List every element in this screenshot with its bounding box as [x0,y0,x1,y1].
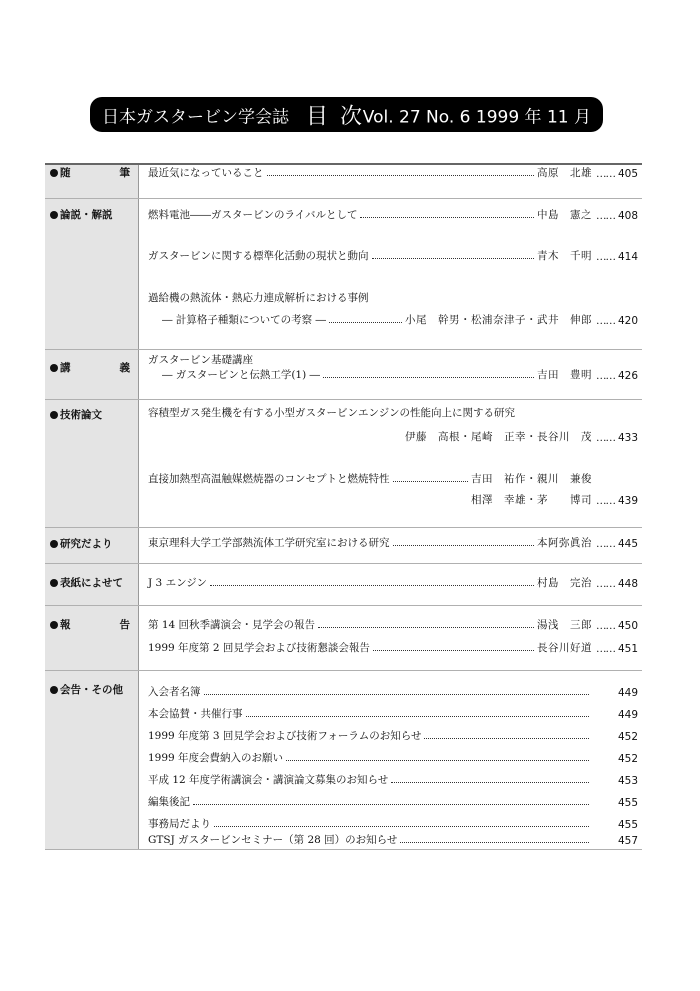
entry-page: …… 426 [592,370,638,382]
section-divider [45,605,642,606]
section-label-lab-news: 研究だより [50,536,130,551]
entry-page: 457 [617,835,638,847]
entry-author: 湯浅 三郎 [537,619,592,631]
entry-title: 直接加熱型高温触媒燃焼器のコンセプトと燃焼特性 [148,473,390,485]
entry-title: ガスタービンに関する標準化活動の現状と動向 [148,250,369,262]
entry-page: 452 [617,731,638,743]
toc-entry [148,491,638,507]
entry-title: 平成 12 年度学術講演会・講演論文募集のお知らせ [148,774,389,786]
entry-author: 相澤 幸雄・茅 博司 [471,494,592,506]
entry-page: …… 408 [592,210,638,222]
entry-author: 伊藤 高根・尾崎 正幸・長谷川 茂 [405,431,592,443]
toc-entry [148,574,638,590]
entry-title: 本会協賛・共催行事 [148,708,243,720]
bullet-dot-icon [50,540,58,548]
bullet-dot-icon [50,364,58,372]
toc-entry [148,705,638,721]
entry-title: 1999 年度第 2 回見学会および技術懇談会報告 [148,642,370,654]
entry-page: …… 439 [592,495,638,507]
entry-title: 東京理科大学工学部熱流体工学研究室における研究 [148,537,390,549]
bullet-dot-icon [50,211,58,219]
header-banner [90,97,603,132]
entry-subtitle: ― 計算格子種類についての考察 ― [162,314,326,326]
entry-title: 容積型ガス発生機を有する小型ガスタービンエンジンの性能向上に関する研究 [148,407,515,419]
entry-page: …… 451 [592,643,638,655]
entry-author: 中島 憲之 [537,209,592,221]
toc-entry [148,793,638,809]
section-label-cover: 表紙によせて [50,575,130,590]
entry-subtitle: ― ガスタービンと伝熱工学(1) ― [162,369,321,381]
toc-entry [148,831,638,847]
section-divider [45,399,642,400]
entry-title: 過給機の熱流体・熱応力連成解析における事例 [148,292,369,304]
entry-author: 小尾 幹男・松浦奈津子・武井 伸郎 [405,314,592,326]
entry-page: 452 [617,753,638,765]
entry-page: 455 [617,797,638,809]
entry-title: 第 14 回秋季講演会・見学会の報告 [148,619,316,631]
section-divider [45,198,642,199]
section-divider [45,349,642,350]
toc-entry [148,366,638,382]
bullet-dot-icon [50,621,58,629]
toc-entry [148,771,638,787]
entry-page: 449 [617,687,638,699]
entry-title: 入会者名簿 [148,686,201,698]
entry-page: 455 [617,819,638,831]
entry-author: 長谷川好道 [537,642,592,654]
entry-title: 事務局だより [148,818,211,830]
toc-entry [148,311,638,327]
bullet-dot-icon [50,411,58,419]
society-name: 日本ガスタービン学会誌 [102,107,289,127]
toc-entry [148,749,638,765]
toc-entry [148,616,638,632]
section-label-notices: 会告・その他 [50,682,130,697]
entry-title: 編集後記 [148,796,190,808]
toc-entry [148,247,638,263]
toc-entry [148,683,638,699]
section-sidebar [45,163,139,849]
section-divider [45,670,642,671]
entry-author: 村島 完治 [537,577,592,589]
entry-author: 吉田 祐作・親川 兼俊 [471,473,592,485]
entry-page: 453 [617,775,638,787]
entry-page: …… 448 [592,578,638,590]
entry-page: …… 450 [592,620,638,632]
section-divider [45,527,642,528]
section-label-lecture: 講 義 [50,360,130,375]
entry-page: …… 433 [592,432,638,444]
entry-title: 1999 年度会費納入のお願い [148,752,284,764]
bottom-rule [45,849,642,850]
toc-entry [148,206,638,222]
entry-title: J 3 エンジン [148,577,208,589]
toc-entry [148,470,638,486]
entry-title: ガスタービン基礎講座 [148,354,253,366]
entry-author: 吉田 豊明 [537,369,592,381]
section-label-essay: 随 筆 [50,165,130,180]
entry-title: 最近気になっていること [148,167,264,179]
entry-author: 青木 千明 [537,250,592,262]
entry-page: …… 445 [592,538,638,550]
entry-title: 燃料電池――ガスタービンのライバルとして [148,209,358,221]
entry-page: …… 405 [592,168,638,180]
section-label-technical-paper: 技術論文 [50,407,130,422]
toc-entry [148,534,638,550]
section-label-review: 論説・解説 [50,207,130,222]
bullet-dot-icon [50,169,58,177]
toc-entry [148,727,638,743]
entry-author: 本阿弥眞治 [537,537,592,549]
toc-entry [148,639,638,655]
section-divider [45,563,642,564]
entry-page: 449 [617,709,638,721]
toc-entry [148,164,638,180]
toc-entry [148,815,638,831]
toc-entry [148,428,638,444]
entry-title: GTSJ ガスタービンセミナー（第 28 回）のお知らせ [148,834,398,846]
entry-title: 1999 年度第 3 回見学会および技術フォーラムのお知らせ [148,730,422,742]
entry-page: …… 420 [592,315,638,327]
toc-title: 目次 [306,104,375,129]
bullet-dot-icon [50,579,58,587]
bullet-dot-icon [50,686,58,694]
entry-author: 高原 北雄 [537,167,592,179]
entry-page: …… 414 [592,251,638,263]
section-label-report: 報 告 [50,617,130,632]
volume-info: Vol. 27 No. 6 1999 年 11 月 [362,107,591,127]
